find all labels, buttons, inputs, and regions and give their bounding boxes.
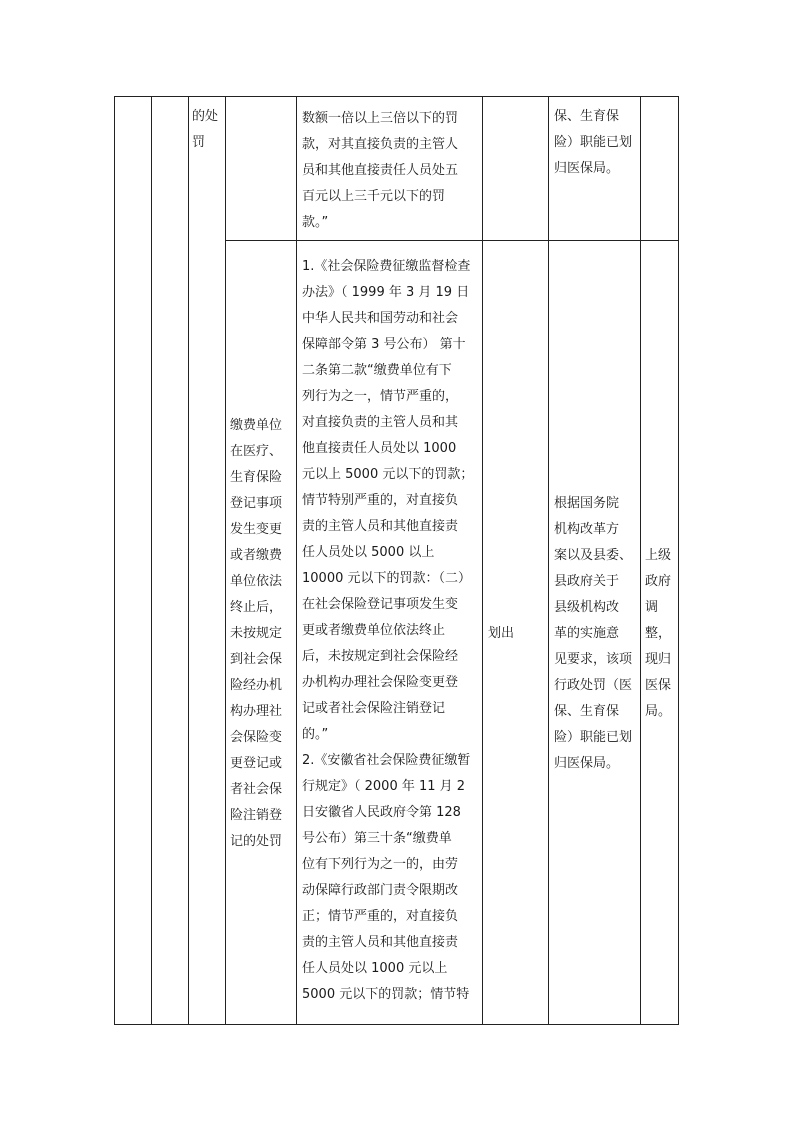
col-border-2 [151,96,152,1025]
row2-item-name: 缴费单位 在医疗、 生育保险 登记事项 发生变更 或者缴费 单位依法 终止后， 未按规定 到社会保 险经办机 构办理社 会保险变 更登记或 者社会保 险注销登 记的处罚 [230,418,283,849]
row2-remarks: 上级 政府 调 整， 现归 医保 局。 [645,548,672,719]
row2-adjustment-type: 划出 [488,626,515,641]
row1-punishment-category: 的处 罚 [192,109,219,150]
row1-adjustment-reason: 保、生育保 险）职能已划 归医保局。 [554,109,633,176]
col-border-6 [482,96,483,1025]
col-border-8 [640,96,641,1025]
col-border-1 [114,96,115,1025]
col-border-4 [225,96,226,1025]
col-border-9 [678,96,679,1025]
row1-legal-basis: 数额一倍以上三倍以下的罚 款，对其直接负责的主管人 员和其他直接责任人员处五 百元以上三千元以下的罚 款。” [302,111,459,230]
col-border-5 [296,96,297,1025]
row2-adjustment-reason: 根据国务院 机构改革方 案以及县委、 县政府关于 县级机构改 革的实施意 见要求，该项 行政处罚（医 保、生育保 险）职能已划 归医保局。 [554,496,633,771]
row2-legal-basis: 1.《社会保险费征缴监督检查 办法》（ 1999 年 3 月 19 日 中华人民共和国劳动和社会 保障部令第 3 号公布） 第十 二条第二款“缴费单位有下 列行为之一，情节严重的， 对直接负责的主管人员和其 他直接责任人员处以 1000 元以上 5000 元以下的罚款； 情节特别严重的，对直接负 责的主管人员和其他直接责 任人员处以 5000 以上 10000 元以下的罚款：（二） 在社会保险登记事项发生变 更或者缴费单位依法终止 后，未按规定到社会保险经 办机构办理社会保险变更登 记或者社会保险注销登记 的。” 2.《安徽省社会保险费征缴暂 行规定》（ 2000 年 11 月 2 日安徽省人民政府令第 128 号公布）第三十条“缴费单 位有下列行为之一的，由劳 动保障行政部门责令限期改 正；情节严重的，对直接负 责的主管人员和其他直接责 任人员处以 1000 元以上 5000 元以下的罚款；情节特 [302,259,474,1002]
col-border-3 [188,96,189,1025]
table-bottom-border [114,1024,679,1025]
row-divider [225,240,679,241]
col-border-7 [548,96,549,1025]
table-top-border [114,96,679,97]
